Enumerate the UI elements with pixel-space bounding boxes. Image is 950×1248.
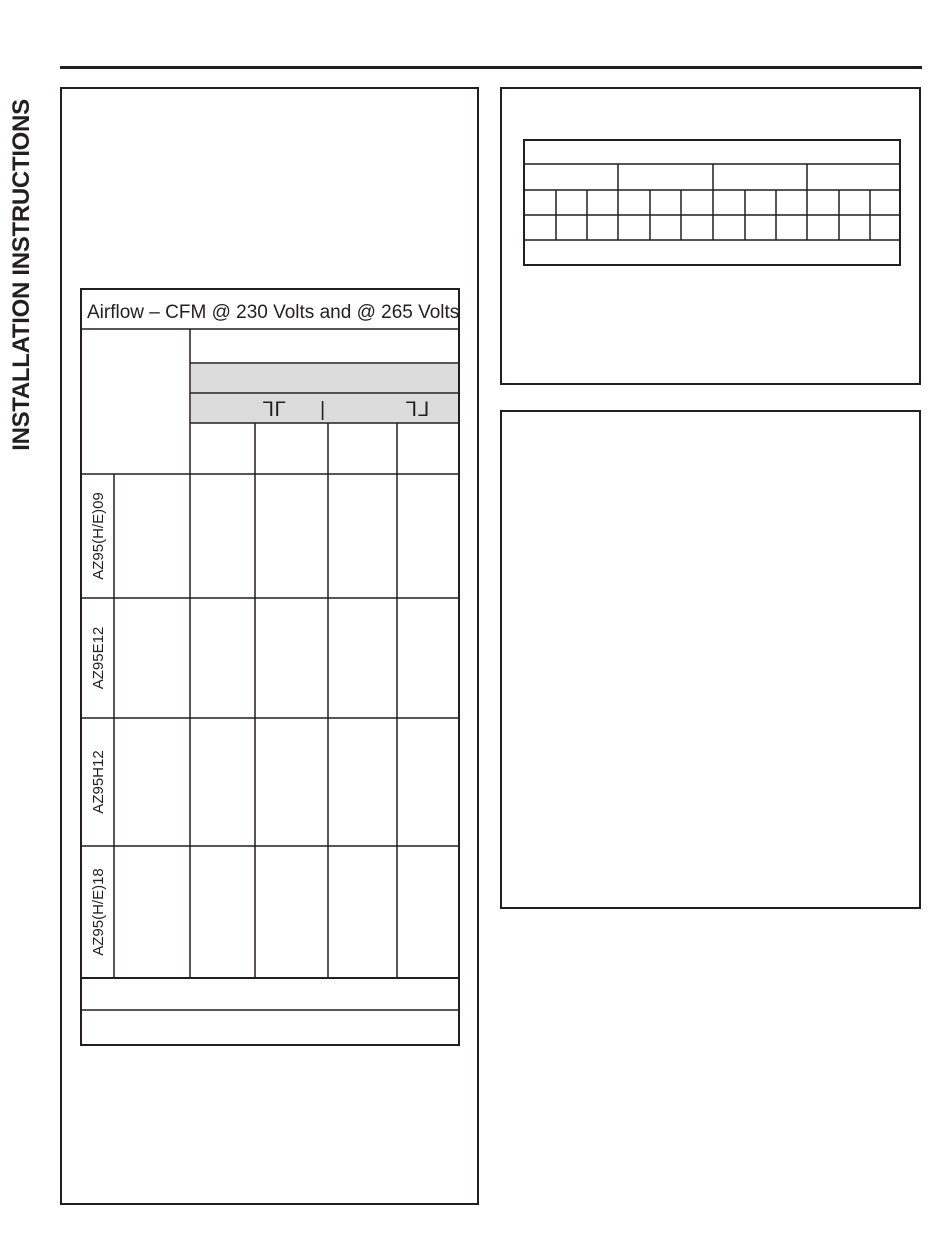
model-label-1: AZ95(H/E)09 xyxy=(90,492,107,580)
shaded-row-1 xyxy=(191,364,458,393)
header-glyph-left: ᒣᒥ xyxy=(262,399,286,421)
header-glyph-right: ᒣᒧ xyxy=(405,399,430,421)
model-label-2: AZ95E12 xyxy=(90,626,107,690)
header-glyph-mid: | xyxy=(320,399,326,421)
airflow-table-title: Airflow – CFM @ 230 Volts and @ 265 Volts xyxy=(87,302,460,323)
model-label-4: AZ95(H/E)18 xyxy=(90,868,107,956)
grid-table xyxy=(524,140,900,265)
side-title-text: INSTALLATION INSTRUCTIONS xyxy=(8,99,35,451)
grid-table-frame xyxy=(524,140,900,265)
model-label-3: AZ95H12 xyxy=(90,750,107,814)
